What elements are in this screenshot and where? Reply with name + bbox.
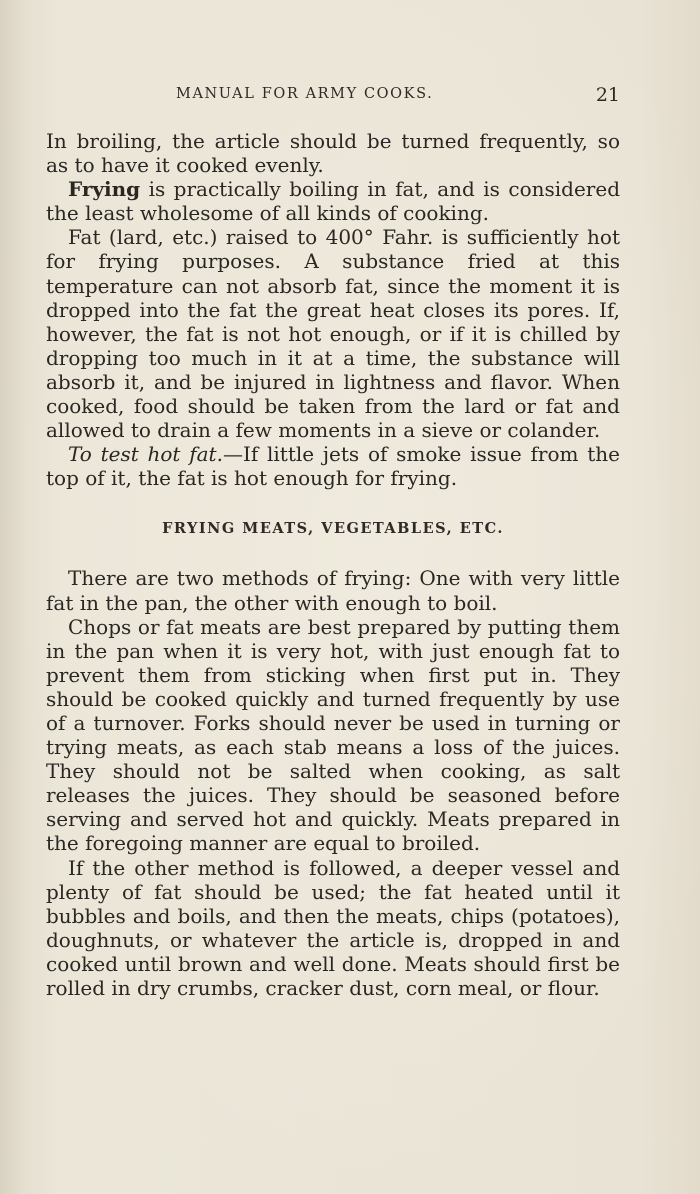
running-head	[46, 84, 620, 112]
paragraph-fat-temperature: Fat (lard, etc.) raised to 400° Fahr. is sufficiently hot for frying purposes. A substance fried at this temperature can not absorb fat, since the moment it is dropped into the fat the great heat closes its pores. If, however, the fat is not hot enough, or if it is chilled by dropping too much in it at a time, the substance will absorb it, and be injured in lightness and flavor. When cooked, food should be taken from the lard or fat and allowed to drain a few moments in a sieve or colander.	[46, 225, 620, 443]
paragraph-test-hot-fat	[46, 442, 620, 490]
paragraph-two-methods: There are two methods of frying: One with very little fat in the pan, the other with enough to boil.	[46, 566, 620, 615]
section-heading: FRYING MEATS, VEGETABLES, ETC.	[162, 520, 504, 538]
test-hot-fat-term: To test hot fat.	[68, 442, 223, 467]
paragraph-frying	[46, 177, 620, 225]
paragraph-other-method: If the other method is followed, a deeper vessel and plenty of fat should be used; the fat heated until it bubbles and boils, and then the meats, chips (potatoes), doughnuts, or whatever the article is, dropped in and cooked until brown and well done. Meats should first be rolled in dry crumbs, cracker dust, corn meal, or flour.	[46, 855, 620, 1000]
test-hot-fat-text: —If little jets of smoke issue from the top of it, the fat is hot enough for frying.	[46, 442, 620, 491]
frying-term: Frying	[68, 177, 141, 202]
paragraph-broiling: In broiling, the article should be turned frequently, so as to have it cooked evenly.	[46, 129, 620, 178]
running-title: MANUAL FOR ARMY COOKS.	[176, 86, 434, 102]
page-number: 21	[595, 84, 620, 106]
frying-definition: is practically boiling in fat, and is considered the least wholesome of all kinds of cooking.	[46, 177, 620, 226]
paragraph-chops: Chops or fat meats are best prepared by putting them in the pan when it is very hot, with just enough fat to prevent them from sticking when first put in. They should be cooked quickly and turned frequently by use of a turnover. Forks should never be used in turning or trying meats, as each stab means a loss of the juices. They should not be salted when cooking, as salt releases the juices. They should be seasoned before serving and served hot and quickly. Meats prepared in the foregoing manner are equal to broiled.	[46, 614, 620, 856]
body-text	[46, 129, 620, 1000]
